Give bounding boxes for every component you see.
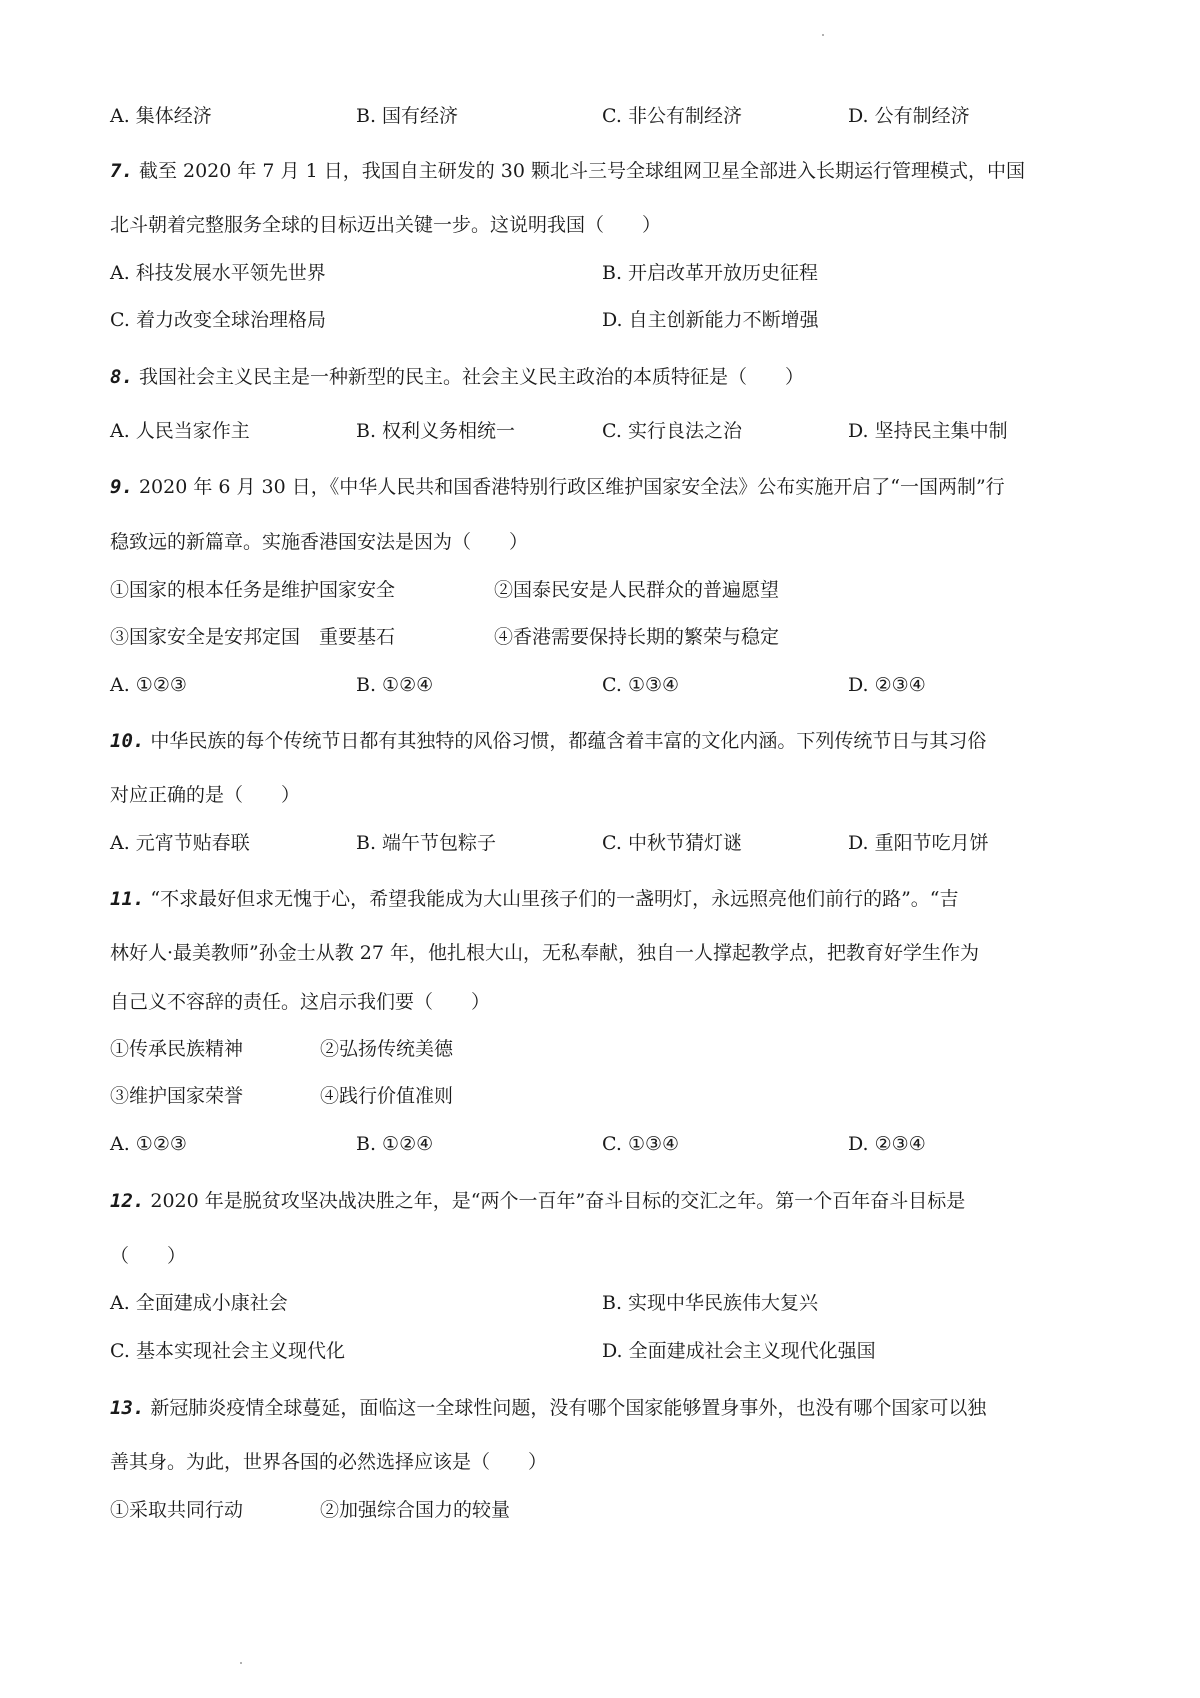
q11-items-row1	[110, 1036, 1105, 1062]
scan-speck	[240, 1662, 242, 1664]
q9-options	[110, 672, 1105, 698]
q11-stem-line1	[110, 886, 1105, 912]
q9-stem-line1	[110, 474, 1105, 500]
q9-stem-line2: 稳致远的新篇章。实施香港国安法是因为（ ）	[110, 531, 529, 553]
q13-stem-line1	[110, 1395, 1105, 1421]
q13-number: 13.	[110, 1397, 145, 1419]
scan-speck	[822, 34, 824, 36]
q7-option-c: C. 着力改变全球治理格局	[110, 309, 326, 331]
q12-option-a: A. 全面建成小康社会	[110, 1292, 288, 1314]
q9-text-1: 2020 年 6 月 30 日，《中华人民共和国香港特别行政区维护国家安全法》公布实施开启了“一国两制”行	[138, 476, 1005, 498]
q10-options	[110, 830, 1105, 856]
q9-option-c: C. ①③④	[602, 674, 680, 696]
q9-option-b: B. ①②④	[356, 674, 434, 696]
q6-option-d: D. 公有制经济	[848, 105, 970, 127]
q10-option-d: D. 重阳节吃月饼	[848, 832, 989, 854]
q12-option-c: C. 基本实现社会主义现代化	[110, 1340, 345, 1362]
q12-option-b: B. 实现中华民族伟大复兴	[602, 1292, 819, 1314]
q11-option-a: A. ①②③	[110, 1133, 187, 1155]
q11-stem-line3: 自己义不容辞的责任。这启示我们要（ ）	[110, 991, 491, 1013]
q10-stem-line2: 对应正确的是（ ）	[110, 784, 301, 806]
q9-item-4: ④香港需要保持长期的繁荣与稳定	[494, 626, 780, 648]
q10-option-c: C. 中秋节猜灯谜	[602, 832, 742, 854]
q10-text-1: 中华民族的每个传统节日都有其独特的风俗习惯，都蕴含着丰富的文化内涵。下列传统节日与其习俗	[150, 730, 987, 752]
q6-options	[110, 103, 1105, 129]
q7-stem-line2: 北斗朝着完整服务全球的目标迈出关键一步。这说明我国（ ）	[110, 214, 662, 236]
q10-stem-line1	[110, 728, 1105, 754]
q7-option-d: D. 自主创新能力不断增强	[602, 309, 819, 331]
q12-text-1: 2020 年是脱贫攻坚决战决胜之年，是“两个一百年”奋斗目标的交汇之年。第一个百年奋斗目标是	[150, 1190, 966, 1212]
q11-item-3: ③维护国家荣誉	[110, 1085, 244, 1107]
q7-option-b: B. 开启改革开放历史征程	[602, 262, 819, 284]
q7-options-row2	[110, 307, 1105, 333]
q12-options-row2	[110, 1338, 1105, 1364]
q9-item-1: ①国家的根本任务是维护国家安全	[110, 579, 396, 601]
q9-option-d: D. ②③④	[848, 674, 926, 696]
q8-text-1: 我国社会主义民主是一种新型的民主。社会主义民主政治的本质特征是（ ）	[138, 366, 804, 388]
q6-option-c: C. 非公有制经济	[602, 105, 742, 127]
q9-number: 9.	[110, 476, 133, 498]
q11-option-b: B. ①②④	[356, 1133, 434, 1155]
q7-text-1: 截至 2020 年 7 月 1 日，我国自主研发的 30 颗北斗三号全球组网卫星全部进入长期运行管理模式，中国	[138, 160, 1025, 182]
q13-item-1: ①采取共同行动	[110, 1499, 244, 1521]
q11-number: 11.	[110, 888, 145, 910]
q11-items-row2	[110, 1083, 1105, 1109]
q7-stem-line1	[110, 158, 1105, 184]
q11-item-4: ④践行价值准则	[320, 1085, 454, 1107]
q8-option-b: B. 权利义务相统一	[356, 420, 516, 442]
q12-option-d: D. 全面建成社会主义现代化强国	[602, 1340, 876, 1362]
q12-number: 12.	[110, 1190, 145, 1212]
q9-item-3: ③国家安全是安邦定国 重要基石	[110, 626, 396, 648]
q8-number: 8.	[110, 366, 133, 388]
q12-stem-line2: （ ）	[110, 1245, 187, 1267]
q10-option-b: B. 端午节包粽子	[356, 832, 497, 854]
q11-item-2: ②弘扬传统美德	[320, 1038, 454, 1060]
q8-option-c: C. 实行良法之治	[602, 420, 742, 442]
q11-text-1: “不求最好但求无愧于心，希望我能成为大山里孩子们的一盏明灯，永远照亮他们前行的路”。“吉	[150, 888, 959, 910]
q9-option-a: A. ①②③	[110, 674, 187, 696]
q6-option-a: A. 集体经济	[110, 105, 212, 127]
q13-item-2: ②加强综合国力的较量	[320, 1499, 511, 1521]
q8-option-d: D. 坚持民主集中制	[848, 420, 1008, 442]
q11-item-1: ①传承民族精神	[110, 1038, 244, 1060]
q13-items-row1	[110, 1497, 1105, 1523]
q7-option-a: A. 科技发展水平领先世界	[110, 262, 326, 284]
q8-options	[110, 418, 1105, 444]
q9-items-row2	[110, 624, 1105, 650]
q10-number: 10.	[110, 730, 145, 752]
q11-option-c: C. ①③④	[602, 1133, 680, 1155]
q7-options-row1	[110, 260, 1105, 286]
q11-option-d: D. ②③④	[848, 1133, 926, 1155]
q9-item-2: ②国泰民安是人民群众的普遍愿望	[494, 579, 780, 601]
q11-stem-line2: 林好人·最美教师”孙金士从教 27 年，他扎根大山，无私奉献，独自一人撑起教学点，把教育好学生作为	[110, 942, 980, 964]
q7-number: 7.	[110, 160, 133, 182]
q13-stem-line2: 善其身。为此，世界各国的必然选择应该是（ ）	[110, 1451, 548, 1473]
q9-items-row1	[110, 577, 1105, 603]
q12-options-row1	[110, 1290, 1105, 1316]
q8-stem-line1	[110, 364, 1105, 390]
q11-options	[110, 1131, 1105, 1157]
q6-option-b: B. 国有经济	[356, 105, 459, 127]
q8-option-a: A. 人民当家作主	[110, 420, 250, 442]
q12-stem-line1	[110, 1188, 1105, 1214]
q13-text-1: 新冠肺炎疫情全球蔓延，面临这一全球性问题，没有哪个国家能够置身事外，也没有哪个国家可以独	[150, 1397, 987, 1419]
q10-option-a: A. 元宵节贴春联	[110, 832, 250, 854]
